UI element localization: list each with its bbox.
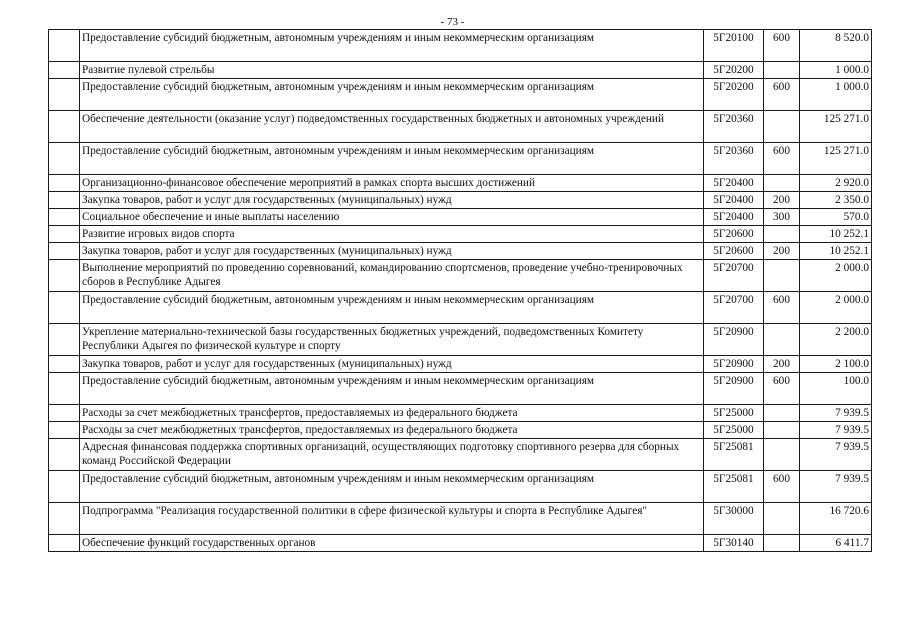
row-amount-cell: 8 520.0 [800,30,872,62]
table-row [49,62,872,79]
row-blank-cell [49,192,80,209]
row-code-cell: 5Г25000 [704,422,764,439]
page-number: - 73 - [440,16,465,28]
row-blank-cell [49,503,80,535]
row-type-cell [764,324,800,356]
row-amount-cell: 125 271.0 [800,111,872,143]
row-type-cell: 200 [764,192,800,209]
row-name-cell: Расходы за счет межбюджетных трансфертов, предоставляемых из федерального бюджета [80,422,704,439]
row-blank-cell [49,373,80,405]
row-name-cell: Расходы за счет межбюджетных трансфертов, предоставляемых из федерального бюджета [80,405,704,422]
row-code-cell: 5Г25081 [704,471,764,503]
row-blank-cell [49,209,80,226]
table-row [49,243,872,260]
row-amount-cell: 2 100.0 [800,356,872,373]
row-amount-cell: 2 200.0 [800,324,872,356]
table-row [49,439,872,471]
row-amount-cell: 2 000.0 [800,292,872,324]
row-name-cell: Укрепление материально-технической базы государственных бюджетных учреждений, подведомственных Комитету Республики Адыгея по физической культуре и спорту [80,324,704,356]
row-amount-cell: 7 939.5 [800,422,872,439]
row-amount-cell: 16 720.6 [800,503,872,535]
row-type-cell: 600 [764,373,800,405]
row-code-cell: 5Г20900 [704,373,764,405]
row-type-cell [764,422,800,439]
row-blank-cell [49,143,80,175]
row-blank-cell [49,292,80,324]
row-amount-cell: 7 939.5 [800,471,872,503]
row-type-cell: 300 [764,209,800,226]
table-row [49,373,872,405]
row-code-cell: 5Г20900 [704,356,764,373]
table-row [49,535,872,552]
row-blank-cell [49,175,80,192]
row-name-cell: Предоставление субсидий бюджетным, автономным учреждениям и иным некоммерческим организациям [80,143,704,175]
table-row [49,503,872,535]
row-name-cell: Закупка товаров, работ и услуг для государственных (муниципальных) нужд [80,192,704,209]
row-amount-cell: 10 252.1 [800,243,872,260]
row-code-cell: 5Г20400 [704,175,764,192]
row-amount-cell: 1 000.0 [800,79,872,111]
table-row [49,175,872,192]
table-row [49,422,872,439]
row-blank-cell [49,260,80,292]
table-row [49,30,872,62]
row-name-cell: Предоставление субсидий бюджетным, автономным учреждениям и иным некоммерческим организациям [80,292,704,324]
table-row [49,260,872,292]
row-code-cell: 5Г20360 [704,143,764,175]
row-blank-cell [49,535,80,552]
row-type-cell: 200 [764,356,800,373]
row-amount-cell: 2 350.0 [800,192,872,209]
row-amount-cell: 1 000.0 [800,62,872,79]
row-amount-cell: 2 920.0 [800,175,872,192]
table-row [49,356,872,373]
row-blank-cell [49,79,80,111]
row-blank-cell [49,324,80,356]
row-code-cell: 5Г30000 [704,503,764,535]
row-amount-cell: 125 271.0 [800,143,872,175]
row-name-cell: Предоставление субсидий бюджетным, автономным учреждениям и иным некоммерческим организациям [80,30,704,62]
row-name-cell: Развитие пулевой стрельбы [80,62,704,79]
table-row [49,79,872,111]
row-amount-cell: 570.0 [800,209,872,226]
budget-table [48,29,872,552]
row-type-cell [764,226,800,243]
row-blank-cell [49,30,80,62]
row-code-cell: 5Г30140 [704,535,764,552]
row-blank-cell [49,226,80,243]
row-code-cell: 5Г20200 [704,62,764,79]
row-name-cell: Развитие игровых видов спорта [80,226,704,243]
row-type-cell [764,260,800,292]
row-amount-cell: 10 252.1 [800,226,872,243]
row-name-cell: Подпрограмма "Реализация государственной политики в сфере физической культуры и спорта в Республике Адыгея" [80,503,704,535]
table-row [49,209,872,226]
row-type-cell [764,535,800,552]
row-name-cell: Закупка товаров, работ и услуг для государственных (муниципальных) нужд [80,243,704,260]
table-row [49,324,872,356]
row-name-cell: Обеспечение функций государственных органов [80,535,704,552]
row-blank-cell [49,356,80,373]
row-type-cell [764,62,800,79]
row-code-cell: 5Г20900 [704,324,764,356]
row-code-cell: 5Г20700 [704,292,764,324]
row-amount-cell: 7 939.5 [800,439,872,471]
row-code-cell: 5Г20100 [704,30,764,62]
row-type-cell: 600 [764,30,800,62]
table-row [49,292,872,324]
table-row [49,471,872,503]
row-name-cell: Обеспечение деятельности (оказание услуг) подведомственных государственных бюджетных и автономных учреждений [80,111,704,143]
row-name-cell: Закупка товаров, работ и услуг для государственных (муниципальных) нужд [80,356,704,373]
row-amount-cell: 6 411.7 [800,535,872,552]
row-code-cell: 5Г20600 [704,243,764,260]
row-code-cell: 5Г20600 [704,226,764,243]
row-name-cell: Предоставление субсидий бюджетным, автономным учреждениям и иным некоммерческим организациям [80,471,704,503]
row-code-cell: 5Г20400 [704,192,764,209]
row-type-cell: 600 [764,143,800,175]
row-code-cell: 5Г20200 [704,79,764,111]
row-blank-cell [49,111,80,143]
row-type-cell: 600 [764,471,800,503]
row-type-cell [764,111,800,143]
row-code-cell: 5Г20700 [704,260,764,292]
row-name-cell: Организационно-финансовое обеспечение мероприятий в рамках спорта высших достижений [80,175,704,192]
row-type-cell: 600 [764,79,800,111]
row-type-cell [764,175,800,192]
row-type-cell [764,503,800,535]
row-amount-cell: 100.0 [800,373,872,405]
row-amount-cell: 2 000.0 [800,260,872,292]
table-row [49,226,872,243]
row-name-cell: Социальное обеспечение и иные выплаты населению [80,209,704,226]
table-row [49,143,872,175]
row-type-cell [764,405,800,422]
row-blank-cell [49,243,80,260]
row-type-cell: 600 [764,292,800,324]
table-row [49,192,872,209]
row-blank-cell [49,405,80,422]
table-row [49,405,872,422]
row-name-cell: Предоставление субсидий бюджетным, автономным учреждениям и иным некоммерческим организациям [80,373,704,405]
row-code-cell: 5Г25000 [704,405,764,422]
table-row [49,111,872,143]
row-amount-cell: 7 939.5 [800,405,872,422]
row-code-cell: 5Г25081 [704,439,764,471]
row-blank-cell [49,62,80,79]
row-type-cell [764,439,800,471]
row-blank-cell [49,471,80,503]
row-name-cell: Предоставление субсидий бюджетным, автономным учреждениям и иным некоммерческим организациям [80,79,704,111]
row-name-cell: Адресная финансовая поддержка спортивных организаций, осуществляющих подготовку спортивного резерва для сборных команд Российской Федерации [80,439,704,471]
budget-table-body [49,30,872,552]
row-type-cell: 200 [764,243,800,260]
row-name-cell: Выполнение мероприятий по проведению соревнований, командированию спортсменов, проведение учебно-тренировочных сборов в Республике Адыгея [80,260,704,292]
row-blank-cell [49,422,80,439]
row-code-cell: 5Г20400 [704,209,764,226]
row-blank-cell [49,439,80,471]
row-code-cell: 5Г20360 [704,111,764,143]
